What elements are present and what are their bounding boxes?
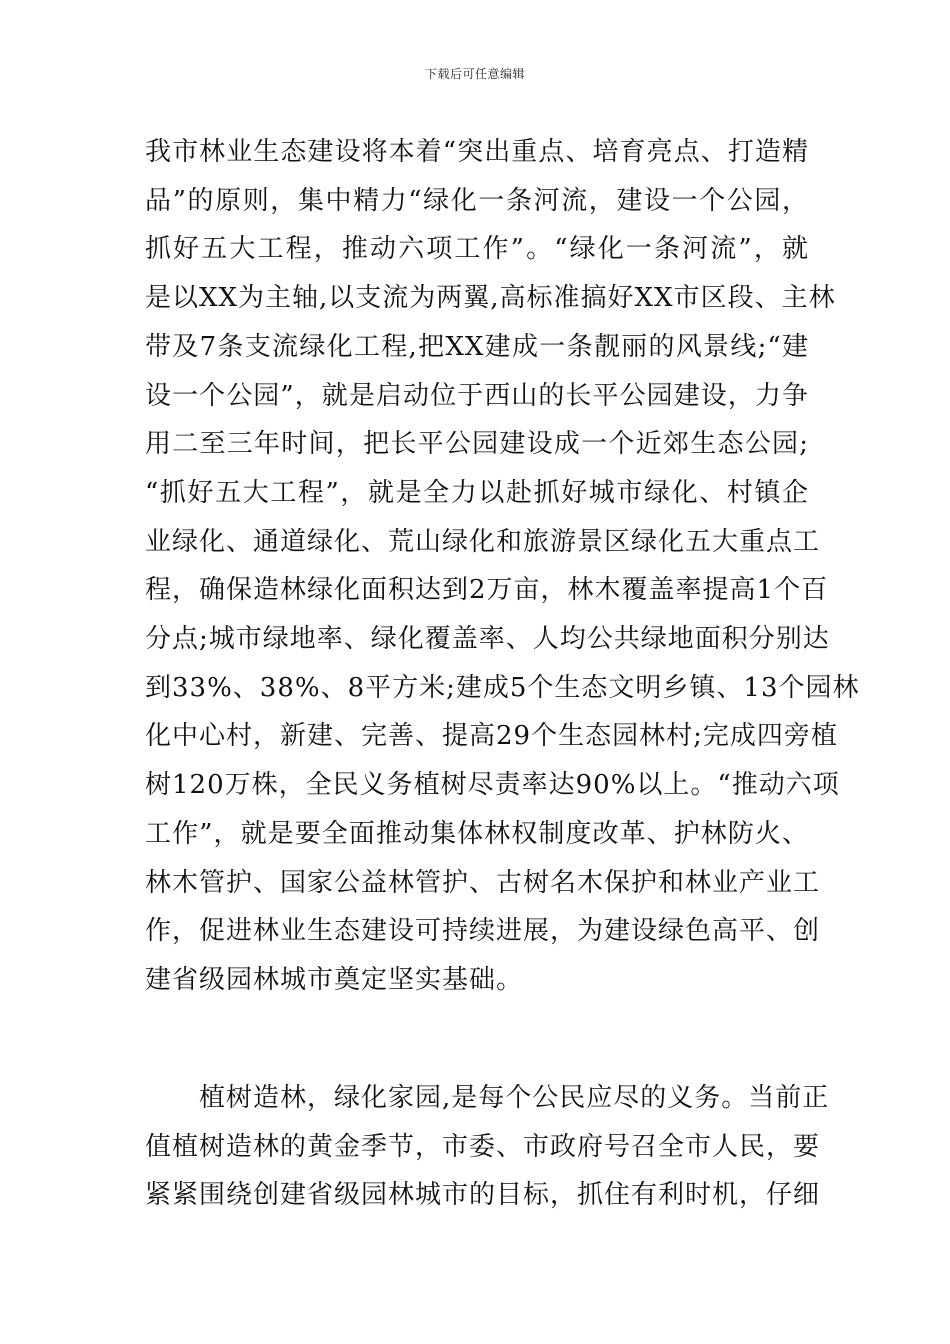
text-line: 分点;城市绿地率、绿化覆盖率、人均公共绿地面积分别达 [145,624,830,655]
text-line: 带及7条支流绿化工程,把XX建成一条靓丽的风景线;“建 [145,331,809,362]
text-line: 紧紧围绕创建省级园林城市的目标，抓住有利时机，仔细 [145,1180,821,1211]
text-line: 植树造林，绿化家园,是每个公民应尽的义务。当前正 [145,1083,830,1113]
text-line: 树120万株，全民义务植树尽责率达90%以上。“推动六项 [145,770,840,801]
paragraph-2 [145,1074,830,1220]
text-line: 到33%、38%、8平方米;建成5个生态文明乡镇、13个园林 [145,672,860,703]
header-note: 下载后可任意编辑 [424,67,525,81]
text-line: 值植树造林的黄金季节，市委、市政府号召全市人民，要 [145,1131,821,1162]
paragraph-1 [145,128,860,1005]
text-line: “抓好五大工程”，就是全力以赴抓好城市绿化、村镇企 [145,477,809,508]
text-line: 林木管护、国家公益林管护、古树名木保护和林业产业工 [145,867,821,898]
text-line: 业绿化、通道绿化、荒山绿化和旅游景区绿化五大重点工 [145,526,821,557]
text-line: 品”的原则，集中精力“绿化一条河流，建设一个公园， [145,185,809,216]
text-line: 工作”，就是要全面推动集体林权制度改革、护林防火、 [145,818,809,849]
text-line: 建省级园林城市奠定坚实基础。 [145,964,524,995]
text-line: 程，确保造林绿化面积达到2万亩，林木覆盖率提高1个百 [145,575,829,606]
text-line: 是以XX为主轴,以支流为两翼,高标准搞好XX市区段、主林 [145,283,836,314]
text-line: 设一个公园”，就是启动位于西山的长平公园建设，力争 [145,380,809,411]
paragraph-text [145,128,860,1005]
text-line: 作，促进林业生态建设可持续进展，为建设绿色高平、创 [145,916,821,947]
text-line: 抓好五大工程，推动六项工作”。“绿化一条河流”，就 [145,234,809,265]
text-line: 用二至三年时间，把长平公园建设成一个近郊生态公园; [145,429,809,460]
paragraph-text [145,1074,830,1220]
text-line: 化中心村，新建、完善、提高29个生态园林村;完成四旁植 [145,721,838,752]
text-line: 我市林业生态建设将本着“突出重点、培育亮点、打造精 [145,137,809,167]
